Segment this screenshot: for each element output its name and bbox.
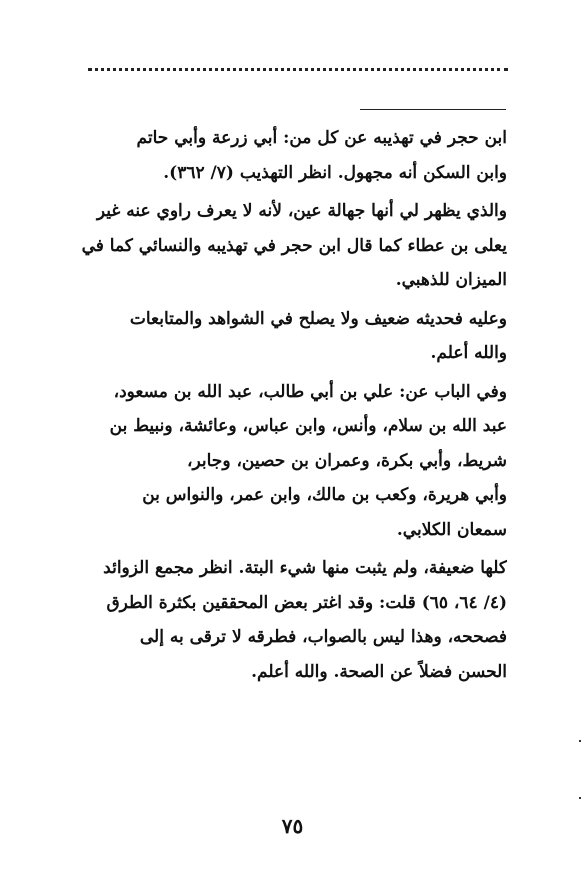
text-line: ابن حجر في تهذيبه عن كل من: أبي زرعة وأبي حاتم — [136, 128, 507, 148]
text-line: وأبي هريرة، وكعب بن مالك، وابن عمر، والنواس بن — [142, 485, 507, 505]
scan-edge-mark — [579, 740, 581, 742]
text-line: شريط، وأبي بكرة، وعمران بن حصين، وجابر، — [187, 450, 507, 471]
text-line: وفي الباب عن: علي بن أبي طالب، عبد الله بن مسعود، — [113, 381, 507, 402]
text-line: الحسن فضلاً عن الصحة. والله أعلم. — [251, 661, 507, 682]
scan-edge-mark — [579, 797, 581, 799]
text-line: والله أعلم. — [430, 343, 507, 363]
paragraph-3 — [76, 302, 507, 371]
text-line: (٤/ ٦٤، ٦٥) قلت: وقد اغتر بعض المحققين بكثرة الطرق — [106, 592, 507, 613]
dotted-separator — [88, 68, 508, 71]
page-body — [76, 121, 507, 693]
paragraph-5 — [76, 551, 507, 689]
paragraph-2 — [76, 194, 507, 298]
footnote-rule — [360, 109, 506, 110]
text-line: وابن السكن أنه مجهول. انظر التهذيب (٧/ ٣٦٢). — [163, 162, 507, 183]
paragraph-4 — [76, 375, 507, 548]
text-line: يعلى بن عطاء كما قال ابن حجر في تهذيبه والنسائي كما في — [81, 235, 507, 256]
text-line: والذي يظهر لي أنها جهالة عين، لأنه لا يعرف راوي عنه غير — [96, 201, 507, 221]
text-line: وعليه فحديثه ضعيف ولا يصلح في الشواهد والمتابعات — [129, 308, 507, 329]
paragraph-1 — [76, 121, 507, 190]
page-number: ٧٥ — [281, 814, 304, 838]
text-line: عبد الله بن سلام، وأنس، وابن عباس، وعائشة، ونبيط بن — [109, 416, 507, 436]
text-line: سمعان الكلابي. — [396, 519, 507, 540]
text-line: الميزان للذهبي. — [395, 270, 507, 290]
text-line: كلها ضعيفة، ولم يثبت منها شيء البتة. انظر مجمع الزوائد — [103, 558, 507, 578]
text-line: فصححه، وهذا ليس بالصواب، فطرقه لا ترقى به إلى — [139, 627, 507, 647]
